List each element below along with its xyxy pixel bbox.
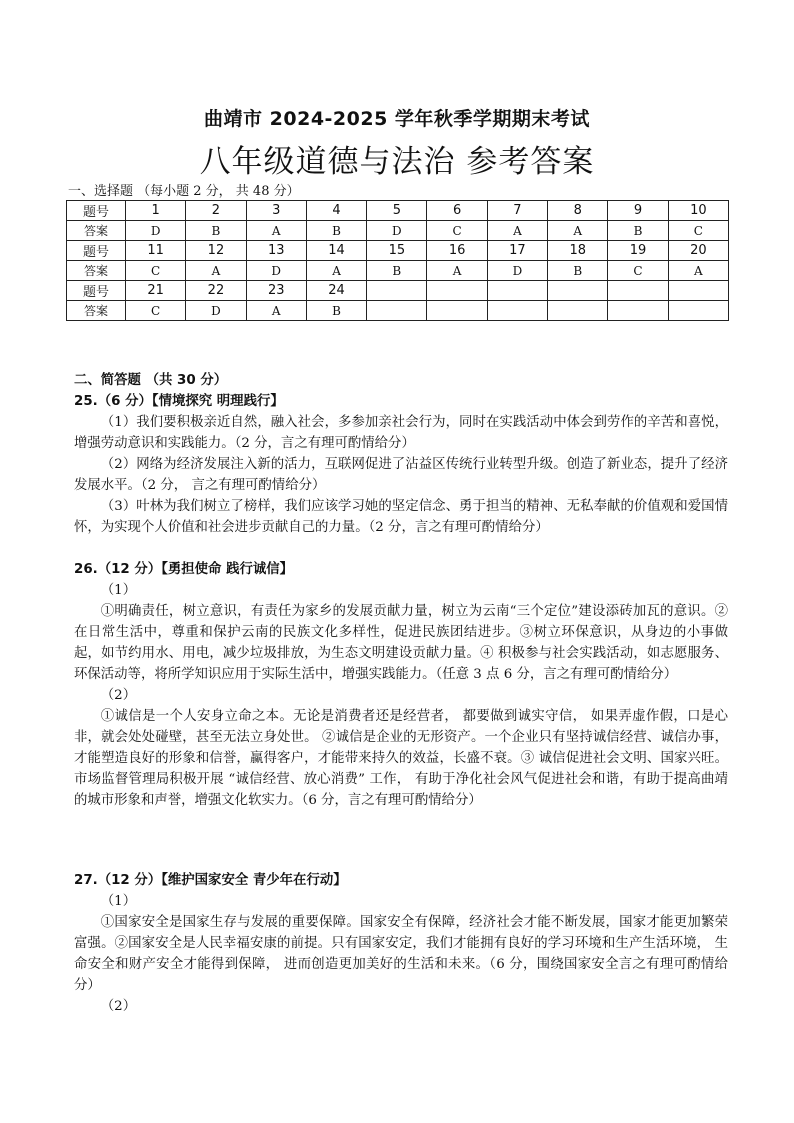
q27-label2: （2） bbox=[100, 999, 137, 1014]
answer-cell: B bbox=[306, 221, 366, 241]
answer-row bbox=[67, 221, 729, 241]
section2 bbox=[74, 370, 728, 538]
answer-cell bbox=[427, 301, 487, 321]
question-number-cell: 24 bbox=[306, 281, 366, 301]
answer-cell: D bbox=[246, 261, 306, 281]
question-number-row bbox=[67, 281, 729, 301]
answer-cell bbox=[367, 301, 427, 321]
q25-title: 25.（6 分）【情境探究 明理践行】 bbox=[74, 394, 284, 409]
answer-cell: D bbox=[367, 221, 427, 241]
answer-cell: C bbox=[427, 221, 487, 241]
question-number-cell bbox=[668, 281, 728, 301]
exam-subtitle: 八年级道德与法治 参考答案 bbox=[199, 144, 595, 180]
answer-row bbox=[67, 261, 729, 281]
row-label-question: 题号 bbox=[67, 241, 126, 261]
question-number-cell: 9 bbox=[608, 201, 668, 221]
answer-cell bbox=[487, 301, 547, 321]
question-number-cell: 17 bbox=[487, 241, 547, 261]
q27-label1: （1） bbox=[100, 894, 137, 909]
answer-cell: D bbox=[126, 221, 186, 241]
q27-title: 27.（12 分）【维护国家安全 青少年在行动】 bbox=[74, 873, 347, 888]
q27-part1: ①国家安全是国家生存与发展的重要保障。国家安全有保障，经济社会才能不断发展，国家才能更加繁荣富强。②国家安全是人民幸福安康的前提。只有国家安定，我们才能拥有良好的学习环境和生产生活环境， 生命安全和财产安全才能得到保障， 进而创造更加美好的生活和未来。（6 分，围绕国家安全言之有理可酌情给分） bbox=[74, 915, 728, 993]
question-number-cell: 19 bbox=[608, 241, 668, 261]
question-number-row bbox=[67, 241, 729, 261]
question-number-cell: 6 bbox=[427, 201, 487, 221]
question-number-cell bbox=[367, 281, 427, 301]
row-label-answer: 答案 bbox=[67, 301, 126, 321]
answer-cell: A bbox=[427, 261, 487, 281]
question-number-cell: 21 bbox=[126, 281, 186, 301]
question-number-cell: 11 bbox=[126, 241, 186, 261]
answer-cell: A bbox=[246, 301, 306, 321]
question-number-cell: 7 bbox=[487, 201, 547, 221]
answer-cell: A bbox=[186, 261, 246, 281]
q27-block bbox=[74, 870, 728, 1017]
question-number-cell bbox=[608, 281, 668, 301]
q26-block bbox=[74, 559, 728, 811]
q25-part2: （2）网络为经济发展注入新的活力，互联网促进了沾益区传统行业转型升级。创造了新业态，提升了经济发展水平。（2 分， 言之有理可酌情给分） bbox=[74, 457, 728, 493]
answer-cell: A bbox=[246, 221, 306, 241]
question-number-cell: 23 bbox=[246, 281, 306, 301]
answer-cell: B bbox=[548, 261, 608, 281]
question-number-row bbox=[67, 201, 729, 221]
answer-cell: C bbox=[126, 261, 186, 281]
question-number-cell: 16 bbox=[427, 241, 487, 261]
row-label-answer: 答案 bbox=[67, 221, 126, 241]
answer-cell: B bbox=[186, 221, 246, 241]
q26-title: 26.（12 分）【勇担使命 践行诚信】 bbox=[74, 562, 294, 577]
question-number-cell bbox=[427, 281, 487, 301]
question-number-cell: 15 bbox=[367, 241, 427, 261]
question-number-cell: 22 bbox=[186, 281, 246, 301]
question-number-cell: 13 bbox=[246, 241, 306, 261]
q26-label1: （1） bbox=[100, 583, 137, 598]
answer-cell: D bbox=[487, 261, 547, 281]
question-number-cell: 3 bbox=[246, 201, 306, 221]
answer-cell: A bbox=[487, 221, 547, 241]
section2-heading: 二、简答题 （共 30 分） bbox=[74, 373, 228, 388]
q26-label2: （2） bbox=[100, 688, 137, 703]
answer-cell bbox=[668, 301, 728, 321]
question-number-cell: 8 bbox=[548, 201, 608, 221]
question-number-cell: 1 bbox=[126, 201, 186, 221]
answer-cell: B bbox=[306, 301, 366, 321]
row-label-question: 题号 bbox=[67, 201, 126, 221]
section1-heading: 一、选择题 （每小题 2 分， 共 48 分） bbox=[68, 184, 300, 199]
answer-cell: D bbox=[186, 301, 246, 321]
question-number-cell: 2 bbox=[186, 201, 246, 221]
answer-cell: C bbox=[608, 261, 668, 281]
exam-title: 曲靖市 2024-2025 学年秋季学期期末考试 bbox=[204, 108, 590, 130]
answer-cell bbox=[548, 301, 608, 321]
question-number-cell: 18 bbox=[548, 241, 608, 261]
question-number-cell: 12 bbox=[186, 241, 246, 261]
answer-cell: A bbox=[548, 221, 608, 241]
row-label-answer: 答案 bbox=[67, 261, 126, 281]
answer-table bbox=[66, 200, 729, 321]
question-number-cell: 20 bbox=[668, 241, 728, 261]
answer-cell bbox=[608, 301, 668, 321]
q26-part1: ①明确责任，树立意识，有责任为家乡的发展贡献力量，树立为云南“三个定位”建设添砖加瓦的意识。②在日常生活中，尊重和保护云南的民族文化多样性，促进民族团结进步。③树立环保意识，从身边的小事做起，如节约用水、用电，减少垃圾排放，为生态文明建设贡献力量。④ 积极参与社会实践活动，如志愿服务、环保活动等，将所学知识应用于实际生活中，增强实践能力。（任意 3 点 6 分，言之有理可酌情给分） bbox=[74, 604, 728, 682]
answer-cell: B bbox=[367, 261, 427, 281]
question-number-cell: 10 bbox=[668, 201, 728, 221]
answer-cell: B bbox=[608, 221, 668, 241]
answer-cell: C bbox=[126, 301, 186, 321]
question-number-cell: 4 bbox=[306, 201, 366, 221]
answer-cell: A bbox=[668, 261, 728, 281]
answer-cell: C bbox=[668, 221, 728, 241]
row-label-question: 题号 bbox=[67, 281, 126, 301]
answer-row bbox=[67, 301, 729, 321]
q25-part3: （3）叶林为我们树立了榜样，我们应该学习她的坚定信念、勇于担当的精神、无私奉献的价值观和爱国情怀，为实现个人价值和社会进步贡献自己的力量。（2 分，言之有理可酌情给分） bbox=[74, 499, 728, 535]
q25-part1: （1）我们要积极亲近自然，融入社会，多参加亲社会行为，同时在实践活动中体会到劳作的辛苦和喜悦，增强劳动意识和实践能力。（2 分，言之有理可酌情给分） bbox=[74, 415, 728, 451]
question-number-cell: 5 bbox=[367, 201, 427, 221]
question-number-cell bbox=[548, 281, 608, 301]
answer-cell: A bbox=[306, 261, 366, 281]
question-number-cell bbox=[487, 281, 547, 301]
q26-part2: ①诚信是一个人安身立命之本。无论是消费者还是经营者， 都要做到诚实守信， 如果弄虚作假，口是心非，就会处处碰壁，甚至无法立身处世。 ②诚信是企业的无形资产。一个企业只有坚持诚信经营、诚信办事，才能塑造良好的形象和信誉，赢得客户，才能带来持久的效益，长盛不衰。③ 诚信促进社会文明、国家兴旺。市场监督管理局积极开展 “诚信经营、放心消费” 工作， 有助于净化社会风气促进社会和谐，有助于提高曲靖的城市形象和声誉，增强文化软实力。（6 分，言之有理可酌情给分） bbox=[74, 709, 728, 808]
question-number-cell: 14 bbox=[306, 241, 366, 261]
